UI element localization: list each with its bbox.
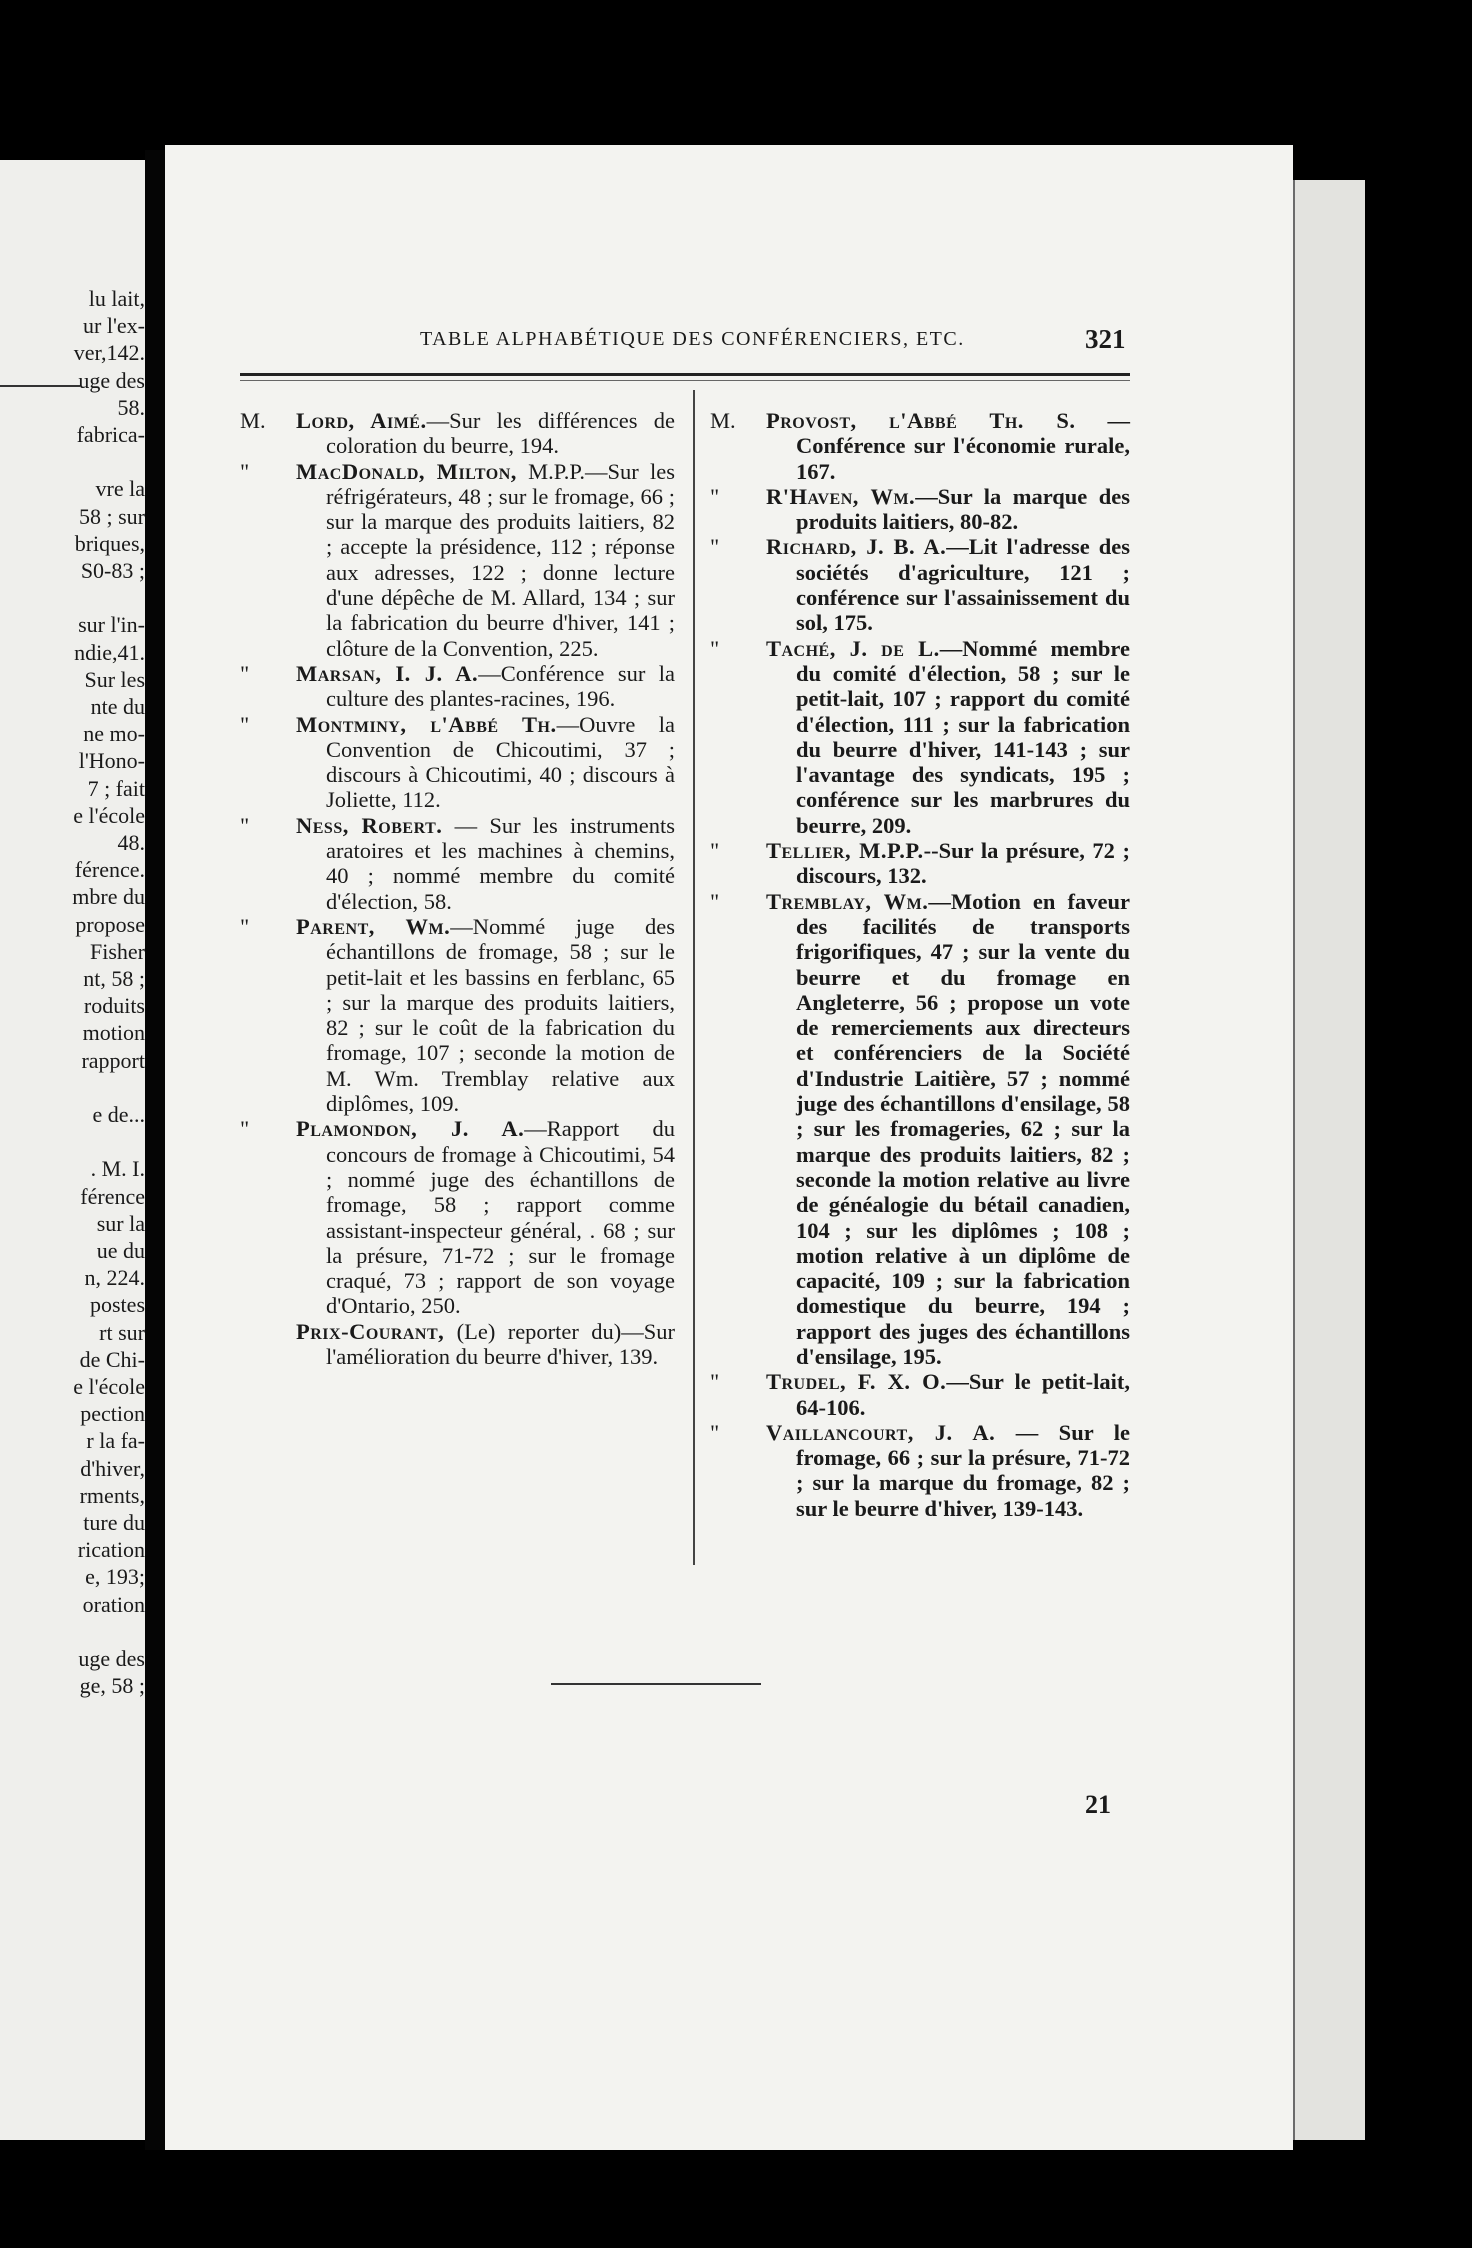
- index-entry: [710, 408, 1130, 484]
- entry-text: [766, 636, 1130, 838]
- facing-page-line: uge des: [78, 1646, 145, 1671]
- entry-ditto-mark: ": [710, 888, 720, 914]
- facing-page-line: sur la: [96, 1210, 145, 1236]
- facing-page-line: rapport: [81, 1047, 145, 1073]
- facing-page-line: d'hiver,: [80, 1455, 145, 1481]
- entry-ditto-mark: ": [240, 458, 250, 484]
- entry-name: Lord, Aimé.: [296, 408, 427, 433]
- facing-page-line: 58.: [117, 394, 145, 420]
- facing-page-line: ndie,41.: [74, 639, 145, 665]
- facing-page-line: ur l'ex-: [83, 313, 145, 339]
- facing-page-line: roduits: [83, 993, 145, 1019]
- entry-text: [766, 534, 1130, 635]
- entry-ditto-mark: ": [710, 635, 720, 661]
- facing-page-line: e de...: [92, 1102, 145, 1127]
- entry-ditto-mark: ": [240, 711, 250, 737]
- facing-page-line: Fisher: [90, 938, 145, 964]
- index-entry: [240, 914, 675, 1116]
- entry-name: Trudel, F. X. O.: [766, 1369, 947, 1395]
- index-entry: [710, 1369, 1130, 1420]
- entry-text: [766, 408, 1130, 484]
- facing-page-line: e l'école: [73, 802, 145, 828]
- header-rule-thin: [240, 380, 1130, 381]
- page-header: [165, 324, 1293, 368]
- index-entry: [710, 838, 1130, 889]
- entry-text: [766, 1420, 1130, 1521]
- entry-text: [296, 459, 675, 661]
- index-entry: [240, 408, 675, 459]
- entry-name: Tellier, M.P.P.: [766, 838, 924, 864]
- facing-page-line: motion: [82, 1020, 145, 1046]
- entry-name: MacDonald, Milton,: [296, 458, 517, 484]
- facing-page-line: uge des: [78, 367, 145, 393]
- entry-name: Montminy, l'Abbé Th.: [296, 711, 557, 737]
- entry-ditto-mark: ": [240, 1116, 250, 1142]
- index-entry: [710, 636, 1130, 838]
- entry-body: — Sur les instruments aratoires et les machines à chemins, 40 ; nommé membre du comité d'élection, 58.: [326, 812, 675, 914]
- entry-body: —Sur la marque des produits laitiers, 80-82.: [796, 483, 1130, 535]
- book-page: [165, 145, 1293, 2150]
- end-rule: [551, 1683, 761, 1685]
- entry-body: —Motion en faveur des facilités de transports frigorifiques, 47 ; sur la vente du beurre et du fromage en Angleterre, 56 ; propose un vote de remerciements aux directeurs et conférenciers de la Société d'Industrie Laitière, 57 ; nommé juge des échantillons d'ensilage, 58 ; sur les fromageries, 62 ; sur la marque des produits laitiers, 82 ; seconde la motion relative au livre de généalogie du bétail canadien, 104 ; sur les diplômes ; 108 ; motion relative à un diplôme de capacité, 109 ; sur la fabrication domestique du beurre, 194 ; rapport des juges des échantillons d'ensilage, 195.: [796, 888, 1130, 1369]
- entry-text: [766, 889, 1130, 1370]
- right-column: [710, 408, 1130, 1521]
- facing-page-line: mbre du: [72, 884, 145, 910]
- facing-page-line: rication: [77, 1537, 145, 1563]
- entry-ditto-mark: ": [240, 812, 250, 838]
- entry-body: —Lit l'adresse des sociétés d'agriculture, 121 ; conférence sur l'assainissement du sol, 175.: [796, 534, 1131, 636]
- facing-page-line: r la fa-: [86, 1428, 145, 1454]
- entry-body: (Le) reporter du)—Sur l'amélioration du beurre d'hiver, 139.: [326, 1318, 675, 1369]
- index-entry: [240, 813, 675, 914]
- entry-text: [296, 1116, 675, 1318]
- index-entry: [240, 1319, 675, 1370]
- entry-ditto-mark: ": [240, 913, 250, 939]
- column-divider: [693, 390, 695, 1565]
- signature-mark: 21: [1085, 1790, 1111, 1819]
- facing-page-line: oration: [82, 1591, 145, 1617]
- entry-name: Richard, J. B. A.: [766, 534, 947, 560]
- entry-name: Tremblay, Wm.: [766, 888, 929, 914]
- facing-page-line: ture du: [83, 1510, 145, 1535]
- facing-page-line: fabrica-: [76, 422, 145, 447]
- index-entry: [710, 889, 1130, 1370]
- entry-name: Prix-Courant,: [296, 1318, 445, 1344]
- running-head: TABLE ALPHABÉTIQUE DES CONFÉRENCIERS, ETC.: [420, 328, 965, 350]
- entry-text: [766, 838, 1130, 889]
- entry-body: —Conférence sur la culture des plantes-racines, 196.: [326, 660, 675, 712]
- entry-body: —Ouvre la Convention de Chicoutimi, 37 ; discours à Chicoutimi, 40 ; discours à Joliette, 112.: [326, 711, 675, 813]
- entry-body: —Nommé membre du comité d'élection, 58 ; sur le petit-lait, 107 ; rapport du comité d'élection, 111 ; sur la fabrication du beurre d'hiver, 141-143 ; sur l'avantage des syndicats, 195 ; conférence sur les marbrures du beurre, 209.: [796, 635, 1130, 838]
- entry-body: — Conférence sur l'économie rurale, 167.: [796, 408, 1130, 484]
- facing-page-line: ver,142.: [73, 340, 145, 366]
- facing-page-line: briques,: [74, 530, 145, 556]
- entry-name: Plamondon, J. A.: [296, 1116, 525, 1142]
- entry-text: [766, 1369, 1130, 1420]
- entry-ditto-mark: ": [710, 1419, 720, 1445]
- facing-page-line: ue du: [96, 1238, 145, 1263]
- facing-page-line: Sur les: [84, 666, 145, 692]
- entry-ditto-mark: ": [240, 660, 250, 686]
- facing-page-line: de Chi-: [79, 1346, 145, 1372]
- entry-text: [296, 712, 675, 813]
- entry-body: — Sur le fromage, 66 ; sur la présure, 71-72 ; sur la marque du fromage, 82 ; sur le beurre d'hiver, 139-143.: [796, 1419, 1130, 1521]
- entry-ditto-mark: ": [710, 534, 720, 560]
- facing-page-line: postes: [90, 1292, 145, 1318]
- index-entry: [240, 1116, 675, 1318]
- facing-page-line: . M. I.: [90, 1156, 145, 1182]
- entry-body: M.P.P.—Sur les réfrigérateurs, 48 ; sur le fromage, 66 ; sur la marque des produits laitiers, 82 ; accepte la présidence, 112 ; réponse aux adresses, 122 ; donne lecture d'une dépêche de M. Allard, 134 ; sur la fabrication du beurre d'hiver, 141 ; clôture de la Convention, 225.: [326, 458, 675, 661]
- facing-page-line: vre la: [95, 476, 145, 502]
- entry-text: [296, 914, 675, 1116]
- entry-ditto-mark: M.: [710, 408, 736, 433]
- facing-page-line: S0-83 ;: [80, 558, 145, 583]
- index-entry: [710, 534, 1130, 635]
- entry-name: Taché, J. de L.: [766, 635, 940, 661]
- facing-page-rule: [0, 385, 80, 387]
- entry-name: Marsan, I. J. A.: [296, 660, 479, 686]
- facing-page-line: ge, 58 ;: [79, 1673, 145, 1699]
- index-entry: [710, 1420, 1130, 1521]
- facing-page-line: nte du: [90, 694, 145, 719]
- facing-page-fragment: [0, 160, 145, 2140]
- entry-ditto-mark: ": [710, 1369, 720, 1395]
- header-rule: [240, 373, 1130, 376]
- page-edge: [1293, 180, 1365, 2140]
- entry-text: [296, 408, 675, 459]
- index-entry: [240, 459, 675, 661]
- entry-body: —Nommé juge des échantillons de fromage, 58 ; sur le petit-lait et les bassins en ferblanc, 65 ; sur la marque des produits laitiers, 82 ; sur le coût de la fabrication du fromage, 107 ; seconde la motion de M. Wm. Tremblay relative aux diplômes, 109.: [326, 913, 676, 1117]
- entry-ditto-mark: ": [710, 838, 720, 864]
- index-entry: [240, 661, 675, 712]
- index-entry: [710, 484, 1130, 535]
- entry-body: --Sur la présure, 72 ; discours, 132.: [796, 838, 1130, 889]
- facing-page-line: sur l'in-: [78, 612, 145, 638]
- left-column: [240, 408, 675, 1369]
- entry-ditto-mark: M.: [240, 408, 266, 433]
- entry-body: —Sur le petit-lait, 64-106.: [796, 1369, 1130, 1420]
- facing-page-line: 48.: [117, 830, 145, 855]
- facing-page-line: lu lait,: [88, 286, 145, 311]
- page-number: 321: [1085, 324, 1126, 354]
- facing-page-line: pection: [80, 1401, 145, 1427]
- entry-name: Provost, l'Abbé Th. S.: [766, 408, 1076, 433]
- entry-text: [296, 661, 675, 712]
- facing-page-line: propose: [75, 911, 145, 937]
- facing-page-line: e l'école: [73, 1374, 145, 1399]
- facing-page-line: e, 193;: [85, 1564, 145, 1590]
- entry-name: Vaillancourt, J. A.: [766, 1419, 996, 1445]
- entry-name: Ness, Robert.: [296, 812, 443, 838]
- book-gutter: [145, 150, 165, 2150]
- facing-page-line: nt, 58 ;: [83, 966, 145, 991]
- entry-name: Parent, Wm.: [296, 913, 451, 939]
- entry-body: —Rapport du concours de fromage à Chicoutimi, 54 ; nommé juge des échantillons de fromage, 58 ; rapport comme assistant-inspecteur général, . 68 ; sur la présure, 71-72 ; sur le fromage craqué, 73 ; rapport de son voyage d'Ontario, 250.: [326, 1116, 675, 1319]
- facing-page-line: ne mo-: [83, 721, 145, 747]
- index-entry: [240, 712, 675, 813]
- facing-page-line: férence.: [74, 857, 145, 883]
- entry-ditto-mark: ": [710, 483, 720, 509]
- entry-text: [766, 484, 1130, 535]
- entry-body: —Sur les différences de coloration du beurre, 194.: [326, 408, 675, 459]
- entry-text: [296, 1319, 675, 1370]
- facing-page-line: l'Hono-: [78, 748, 145, 774]
- facing-page-line: rments,: [79, 1482, 145, 1508]
- entry-text: [296, 813, 675, 914]
- facing-page-line: n, 224.: [84, 1265, 145, 1291]
- entry-name: R'Haven, Wm.: [766, 483, 916, 509]
- facing-page-line: férence: [80, 1183, 145, 1209]
- facing-page-line: 58 ; sur: [79, 503, 145, 529]
- facing-page-line: 7 ; fait: [87, 775, 145, 801]
- facing-page-line: rt sur: [99, 1319, 145, 1345]
